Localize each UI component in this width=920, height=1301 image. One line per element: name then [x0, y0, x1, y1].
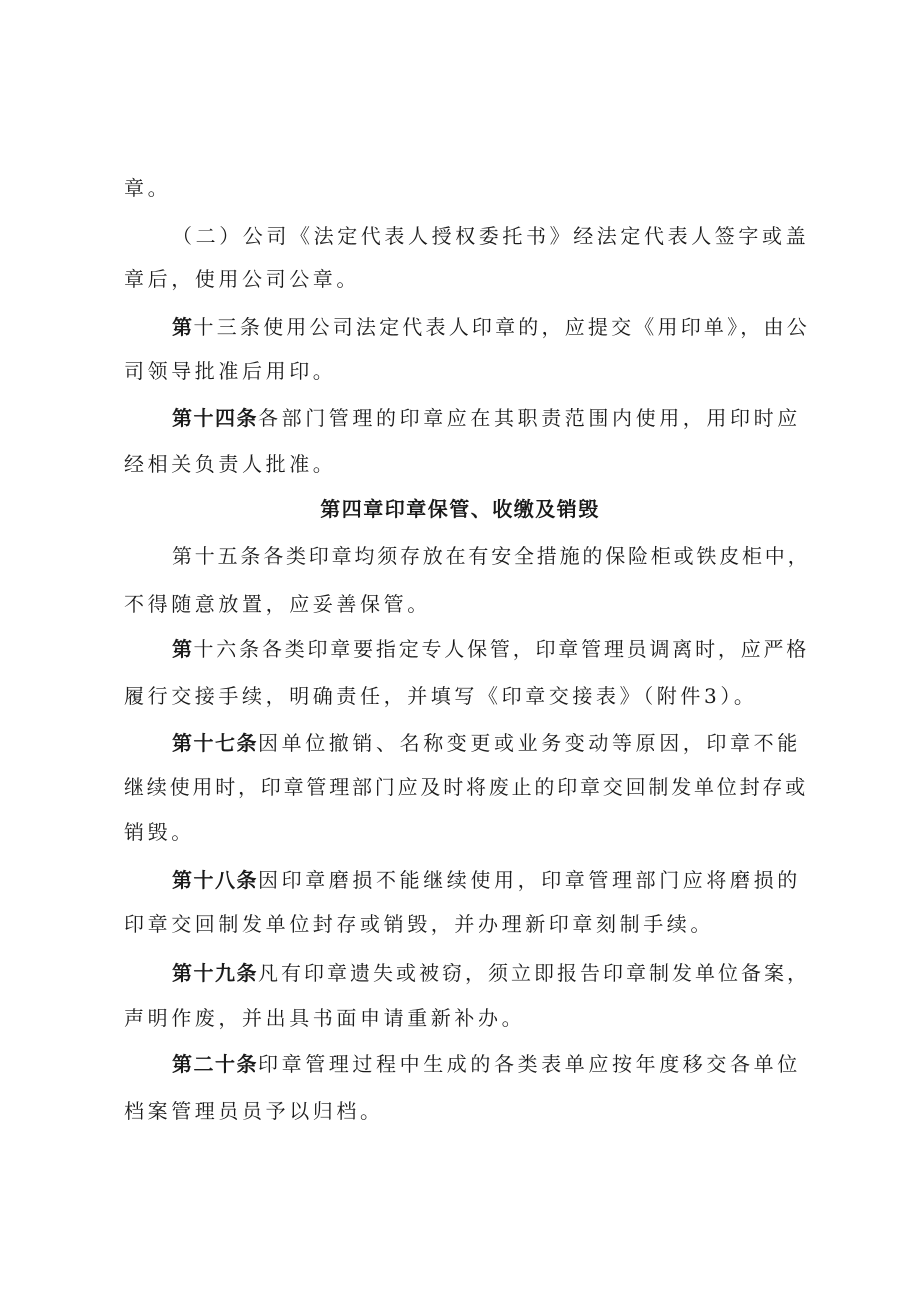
article-lead: 第十七条: [172, 731, 258, 755]
text-line: 印章交回制发单位封存或销毁，并办理新印章刻制手续。: [124, 912, 714, 936]
article-20-line: 第二十条印章管理过程中生成的各类表单应按年度移交各单位: [172, 1052, 801, 1076]
article-19-line: 第十九条凡有印章遗失或被窃，须立即报告印章制发单位备案，: [172, 961, 810, 985]
article-13-line: 第十三条使用公司法定代表人印章的，应提交《用印单》，由公: [172, 315, 810, 339]
article-lead: 第二十条: [172, 1052, 258, 1076]
text-line: 销毁。: [124, 820, 195, 844]
text-line: 档案管理员员予以归档。: [124, 1099, 384, 1123]
text-line: 继续使用时，印章管理部门应及时将废止的印章交回制发单位封存或: [124, 775, 808, 799]
article-17-line: 第十七条因单位撤销、名称变更或业务变动等原因，印章不能: [172, 731, 801, 755]
text-line: 司领导批准后用印。: [124, 359, 337, 383]
chapter-heading: 第四章印章保管、收缴及销毁: [320, 497, 600, 521]
text-line: 章后，使用公司公章。: [124, 267, 360, 291]
article-lead: 第十四条: [172, 406, 258, 430]
text-line: 不得随意放置，应妥善保管。: [124, 592, 431, 616]
article-lead: 第: [172, 315, 194, 339]
text-line: 章。: [124, 176, 172, 200]
text-line: 声明作废，并出具书面申请重新补办。: [124, 1006, 526, 1030]
text-line: （二）公司《法定代表人授权委托书》经法定代表人签字或盖: [172, 224, 810, 248]
text-line: 经相关负责人批准。: [124, 452, 337, 476]
article-16-line: 第十六条各类印章要指定专人保管，印章管理员调离时，应严格: [172, 637, 810, 661]
article-lead: 第十八条: [172, 868, 258, 892]
article-15-line: 第十五条各类印章均须存放在有安全措施的保险柜或铁皮柜中，: [172, 544, 811, 568]
article-lead: 第: [172, 637, 194, 661]
article-18-line: 第十八条因印章磨损不能继续使用，印章管理部门应将磨损的: [172, 868, 801, 892]
article-lead: 第十九条: [172, 961, 258, 985]
article-14-line: 第十四条各部门管理的印章应在其职责范围内使用，用印时应: [172, 406, 801, 430]
text-line: 履行交接手续，明确责任，并填写《印章交接表》（附件3）。: [124, 684, 758, 708]
